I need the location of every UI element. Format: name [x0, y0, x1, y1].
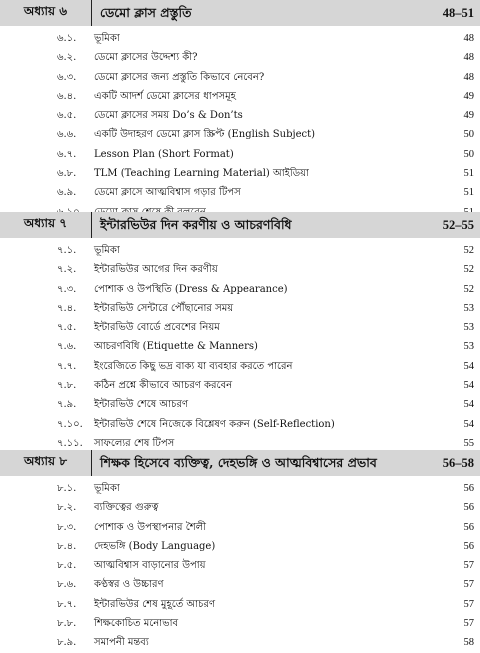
chapter-header	[0, 212, 480, 238]
chapter-label: অধ্যায় ৭	[0, 212, 92, 238]
toc-entry[interactable]	[0, 183, 480, 202]
toc-entry[interactable]	[0, 614, 480, 633]
entry-number: ৮.৫.	[57, 560, 77, 572]
entry-page: 55	[463, 437, 474, 449]
toc-entry[interactable]	[0, 633, 480, 652]
toc-entry[interactable]	[0, 537, 480, 556]
entry-title: সমাপনী মন্তব্য	[94, 637, 149, 649]
entry-title: ডেমো ক্লাসের উদ্দেশ্য কী?	[94, 52, 198, 64]
entry-number: ৮.২.	[57, 502, 77, 514]
toc-entry[interactable]	[0, 299, 480, 318]
entry-title: একটি উদাহরণ ডেমো ক্লাস স্ক্রিপ্ট (English Subject)	[94, 129, 316, 141]
entry-title: ইন্টারভিউ শেষে নিজেকে বিশ্লেষণ করুন (Self-Reflection)	[94, 418, 335, 430]
entry-number: ৬.৬.	[57, 129, 77, 141]
chapter-label: অধ্যায় ৬	[0, 0, 92, 26]
entry-number: ৬.৮.	[57, 168, 77, 180]
entry-number: ৭.১০.	[57, 418, 83, 430]
entry-number: ৭.৮.	[57, 380, 77, 392]
toc-entry[interactable]	[0, 68, 480, 87]
entry-number: ৮.৬.	[57, 579, 77, 591]
toc-entry[interactable]	[0, 575, 480, 594]
entry-number: ৭.৪.	[57, 302, 77, 314]
entry-page: 54	[463, 418, 474, 430]
entry-page: 53	[463, 302, 474, 314]
entry-title: TLM (Teaching Learning Material) আইডিয়া	[94, 168, 309, 180]
entry-title: সাফল্যের শেষ টিপস	[94, 437, 175, 449]
entry-title: দেহভঙ্গি (Body Language)	[94, 540, 216, 552]
toc-entry[interactable]	[0, 87, 480, 106]
toc-entry[interactable]	[0, 498, 480, 517]
entry-title: ইংরেজিতে কিছু ভদ্র বাক্য যা ব্যবহার করতে পারেন	[94, 360, 293, 372]
entry-page: 48	[463, 33, 474, 44]
entry-title: ভূমিকা	[94, 483, 120, 494]
entry-list	[0, 479, 480, 653]
toc-entry[interactable]	[0, 260, 480, 279]
entry-title: ইন্টারভিউ শেষে আচরণ	[94, 399, 189, 411]
entry-page: 58	[463, 637, 474, 649]
chapter-label: অধ্যায় ৮	[0, 450, 92, 476]
entry-number: ৭.৩.	[57, 283, 77, 295]
toc-entry[interactable]	[0, 164, 480, 183]
entry-title: আচরণবিধি (Etiquette & Manners)	[94, 341, 258, 353]
entry-page: 57	[463, 560, 474, 572]
entry-page: 54	[463, 380, 474, 392]
entry-number: ৭.১.	[57, 245, 77, 256]
chapter-title: শিক্ষক হিসেবে ব্যক্তিত্ব, দেহভঙ্গি ও আত্মবিশ্বাসের প্রভাব	[100, 455, 377, 470]
entry-title: ব্যক্তিত্বের গুরুত্ব	[94, 502, 159, 514]
entry-page: 57	[463, 579, 474, 591]
entry-number: ৭.২.	[57, 264, 77, 276]
entry-page: 50	[463, 148, 474, 160]
entry-number: ৬.৯.	[57, 187, 77, 199]
entry-list	[0, 241, 480, 453]
entry-page: 56	[463, 521, 474, 533]
entry-page: 56	[463, 502, 474, 514]
entry-page: 56	[463, 483, 474, 494]
toc-entry[interactable]	[0, 376, 480, 395]
entry-page: 54	[463, 360, 474, 372]
entry-number: ৬.৩.	[57, 71, 77, 83]
toc-entry[interactable]	[0, 395, 480, 414]
entry-page: 52	[463, 245, 474, 256]
chapter-6	[0, 0, 480, 222]
entry-list	[0, 29, 480, 222]
toc-entry[interactable]	[0, 595, 480, 614]
chapter-page-range: 56–58	[442, 456, 474, 470]
entry-title: পোশাক ও উপস্থাপনার শৈলী	[94, 521, 206, 533]
entry-number: ৬.১.	[57, 33, 77, 44]
entry-page: 53	[463, 341, 474, 353]
entry-page: 48	[463, 52, 474, 64]
entry-number: ৭.১১.	[57, 437, 83, 449]
entry-title: শিক্ষকোচিত মনোভাব	[94, 618, 179, 630]
entry-title: ডেমো ক্লাসের সময় Do’s & Don’ts	[94, 110, 243, 122]
entry-page: 48	[463, 71, 474, 83]
entry-page: 57	[463, 618, 474, 630]
entry-page: 56	[463, 540, 474, 552]
entry-title: ইন্টারভিউর আগের দিন করণীয়	[94, 264, 218, 276]
entry-number: ৭.৭.	[57, 360, 77, 372]
entry-number: ৬.২.	[57, 52, 77, 64]
entry-title: ভূমিকা	[94, 245, 120, 256]
entry-page: 53	[463, 322, 474, 334]
entry-page: 51	[463, 168, 474, 180]
entry-number: ৬.৫.	[57, 110, 77, 122]
entry-page: 50	[463, 129, 474, 141]
entry-page: 54	[463, 399, 474, 411]
entry-number: ৮.৩.	[57, 521, 77, 533]
toc-entry[interactable]	[0, 556, 480, 575]
toc-entry[interactable]	[0, 280, 480, 299]
toc-entry[interactable]	[0, 518, 480, 537]
toc-entry[interactable]	[0, 106, 480, 125]
chapter-header	[0, 0, 480, 26]
entry-page: 49	[463, 90, 474, 102]
entry-title: ইন্টারভিউ সেন্টারে পৌঁছানোর সময়	[94, 302, 234, 314]
entry-number: ৮.৭.	[57, 598, 77, 610]
toc-entry[interactable]	[0, 125, 480, 144]
entry-title: কণ্ঠস্বর ও উচ্চারণ	[94, 579, 164, 591]
toc-entry[interactable]	[0, 29, 480, 48]
entry-title: আত্মবিশ্বাস বাড়ানোর উপায়	[94, 560, 206, 572]
entry-number: ৮.৮.	[57, 618, 77, 630]
toc-entry[interactable]	[0, 415, 480, 434]
entry-number: ৮.৯.	[57, 637, 77, 649]
toc-entry[interactable]	[0, 241, 480, 260]
entry-page: 51	[463, 187, 474, 199]
entry-title: পোশাক ও উপস্থিতি (Dress & Appearance)	[94, 283, 288, 295]
entry-title: ডেমো ক্লাসের জন্য প্রস্তুতি কিভাবে নেবেন?	[94, 71, 265, 83]
chapter-8	[0, 450, 480, 653]
toc-entry[interactable]	[0, 48, 480, 67]
chapter-header	[0, 450, 480, 476]
entry-title: কঠিন প্রশ্নে কীভাবে আচরণ করবেন	[94, 380, 233, 392]
toc-entry[interactable]	[0, 479, 480, 498]
entry-title: একটি আদর্শ ডেমো ক্লাসের ধাপসমূহ	[94, 90, 236, 102]
entry-title: ডেমো ক্লাসে আত্মবিশ্বাস গড়ার টিপস	[94, 187, 241, 199]
entry-page: 49	[463, 110, 474, 122]
chapter-title: ডেমো ক্লাস প্রস্তুতি	[100, 5, 192, 20]
entry-number: ৭.৯.	[57, 399, 77, 411]
entry-number: ৭.৫.	[57, 322, 77, 334]
toc-entry[interactable]	[0, 357, 480, 376]
entry-title: Lesson Plan (Short Format)	[94, 148, 234, 160]
entry-number: ৬.৭.	[57, 148, 77, 160]
entry-number: ৮.১.	[57, 483, 77, 494]
entry-number: ৬.৪.	[57, 90, 77, 102]
entry-page: 52	[463, 264, 474, 276]
toc-entry[interactable]	[0, 318, 480, 337]
entry-page: 52	[463, 283, 474, 295]
chapter-7	[0, 212, 480, 453]
chapter-title: ইন্টারভিউর দিন করণীয় ও আচরণবিধি	[100, 217, 292, 232]
chapter-page-range: 52–55	[442, 218, 474, 232]
entry-number: ৮.৪.	[57, 540, 77, 552]
entry-page: 57	[463, 598, 474, 610]
entry-title: ইন্টারভিউর শেষ মুহূর্তে আচরণ	[94, 598, 216, 610]
toc-entry[interactable]	[0, 145, 480, 164]
chapter-page-range: 48–51	[442, 6, 474, 20]
entry-number: ৭.৬.	[57, 341, 77, 353]
entry-title: ভূমিকা	[94, 33, 120, 44]
toc-entry[interactable]	[0, 337, 480, 356]
entry-title: ইন্টারভিউ বোর্ডে প্রবেশের নিয়ম	[94, 322, 220, 334]
